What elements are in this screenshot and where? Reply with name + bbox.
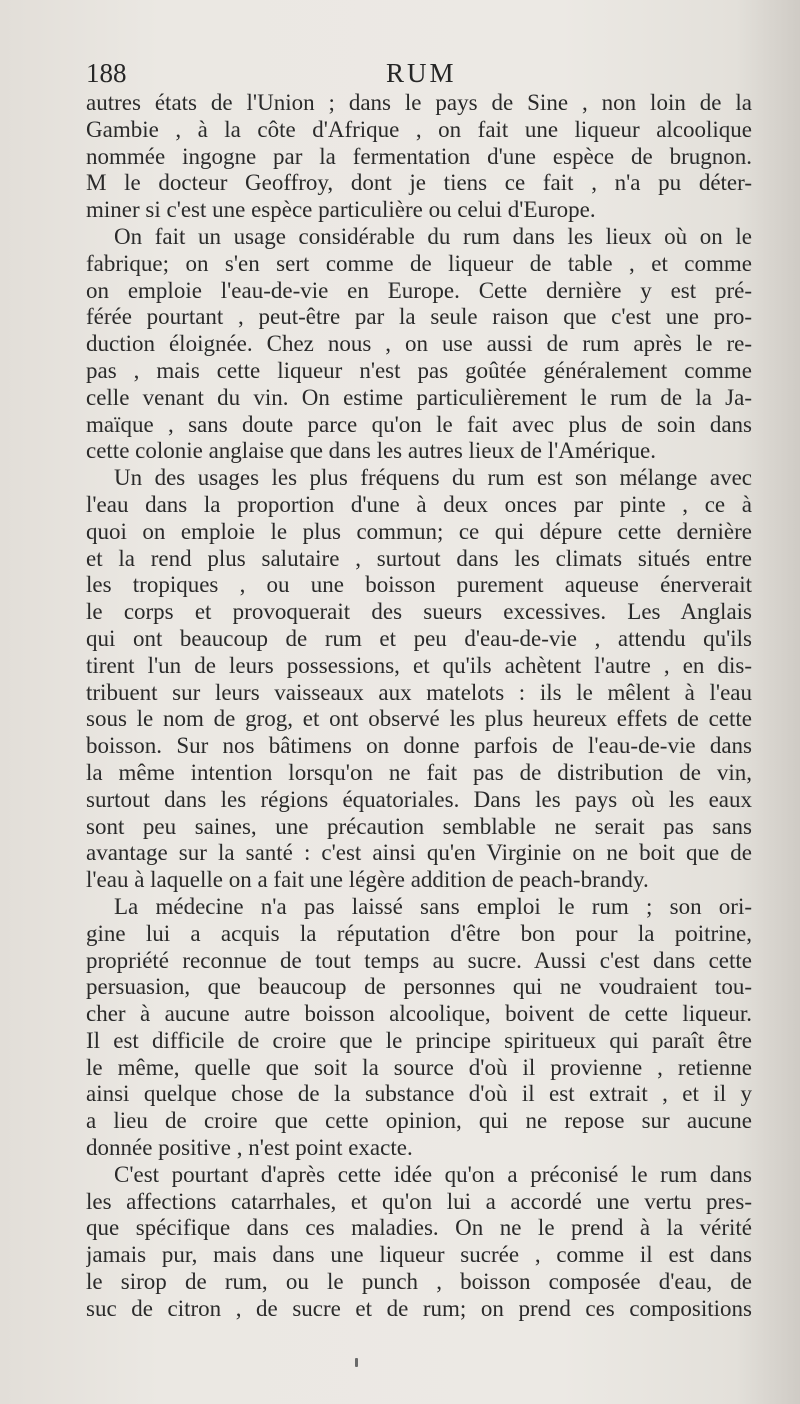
text-line: donnée positive , n'est point exacte.	[86, 1135, 413, 1161]
text-line: a lieu de croire que cette opinion, qui ne repose sur aucune	[86, 1108, 752, 1134]
text-line: persuasion, que beaucoup de personnes qui ne voudraient tou-	[86, 974, 752, 1000]
text-line: surtout dans les régions équatoriales. Dans les pays où les eaux	[86, 786, 752, 812]
text-line: fabrique; on s'en sert comme de liqueur de table , et comme	[86, 250, 752, 276]
text-line: Gambie , à la côte d'Afrique , on fait une liqueur alcoolique	[86, 116, 752, 142]
text-line: l'eau à laquelle on a fait une légère addition de peach-brandy.	[86, 867, 649, 893]
text-line: quoi on emploie le plus commun; ce qui dépure cette dernière	[86, 518, 752, 544]
text-line: tirent l'un de leurs possessions, et qu'ils achètent l'autre , en dis-	[86, 652, 752, 678]
text-line: M le docteur Geoffroy, dont je tiens ce fait , n'a pu déter-	[86, 170, 752, 196]
text-line: celle venant du vin. On estime particulièrement le rum de la Ja-	[86, 384, 752, 410]
text-line: et la rend plus salutaire , surtout dans les climats situés entre	[86, 545, 752, 571]
text-line: le même, quelle que soit la source d'où il provienne , retienne	[86, 1054, 752, 1080]
text-line: autres états de l'Union ; dans le pays de Sine , non loin de la	[86, 90, 752, 115]
ink-speck	[355, 1358, 358, 1367]
text-line: duction éloignée. Chez nous , on use aussi de rum après le re-	[86, 331, 752, 357]
text-line: sous le nom de grog, et ont observé les plus heureux effets de cette	[86, 706, 752, 732]
text-line: qui ont beaucoup de rum et peu d'eau-de-vie , attendu qu'ils	[86, 625, 752, 651]
text-line: miner si c'est une espèce particulière ou celui d'Europe.	[86, 197, 596, 223]
text-line: le sirop de rum, ou le punch , boisson composée d'eau, de	[86, 1269, 752, 1295]
text-line: C'est pourtant d'après cette idée qu'on a préconisé le rum dans	[114, 1161, 752, 1187]
text-line: tribuent sur leurs vaisseaux aux matelots : ils le mêlent à l'eau	[86, 679, 752, 705]
text-line: La médecine n'a pas laissé sans emploi le rum ; son ori-	[114, 893, 752, 919]
text-line: boisson. Sur nos bâtimens on donne parfois de l'eau-de-vie dans	[86, 733, 752, 759]
text-line: propriété reconnue de tout temps au sucre. Aussi c'est dans cette	[86, 947, 752, 973]
text-line: cher à aucune autre boisson alcoolique, boivent de cette liqueur.	[86, 1001, 752, 1027]
text-line: la même intention lorsqu'on ne fait pas de distribution de vin,	[86, 759, 752, 785]
running-head-title: RUM	[386, 58, 457, 88]
text-line: nommée ingogne par la fermentation d'une espèce de brugnon.	[86, 143, 752, 169]
text-line: Il est difficile de croire que le principe spiritueux qui paraît être	[86, 1027, 752, 1053]
text-line: sont peu saines, une précaution semblable ne serait pas sans	[86, 813, 752, 839]
page-header	[86, 58, 752, 92]
text-line: l'eau dans la proportion d'une à deux onces par pinte , ce à	[86, 491, 752, 517]
text-line: Un des usages les plus fréquens du rum est son mélange avec	[114, 465, 752, 491]
text-line: gine lui a acquis la réputation d'être bon pour la poitrine,	[86, 920, 752, 946]
text-line: jamais pur, mais dans une liqueur sucrée , comme il est dans	[86, 1242, 752, 1268]
text-line: maïque , sans doute parce qu'on le fait avec plus de soin dans	[86, 411, 752, 437]
text-line: On fait un usage considérable du rum dans les lieux où on le	[114, 223, 752, 249]
text-line: le corps et provoquerait des sueurs excessives. Les Anglais	[86, 599, 752, 625]
body-text	[86, 90, 752, 1323]
text-line: les tropiques , ou une boisson purement aqueuse énerverait	[86, 572, 752, 598]
text-line: pas , mais cette liqueur n'est pas goûtée généralement comme	[86, 357, 752, 383]
page-number: 188	[86, 58, 127, 88]
text-line: férée pourtant , peut-être par la seule raison que c'est une pro-	[86, 304, 752, 330]
text-line: avantage sur la santé : c'est ainsi qu'en Virginie on ne boit que de	[86, 840, 752, 866]
text-line: cette colonie anglaise que dans les autres lieux de l'Amérique.	[86, 438, 656, 464]
text-line: suc de citron , de sucre et de rum; on prend ces compositions	[86, 1295, 752, 1321]
text-line: on emploie l'eau-de-vie en Europe. Cette dernière y est pré-	[86, 277, 752, 303]
text-line: que spécifique dans ces maladies. On ne le prend à la vérité	[86, 1215, 752, 1241]
text-line: ainsi quelque chose de la substance d'où il est extrait , et il y	[86, 1081, 752, 1107]
text-line: les affections catarrhales, et qu'on lui a accordé une vertu pres-	[86, 1188, 752, 1214]
